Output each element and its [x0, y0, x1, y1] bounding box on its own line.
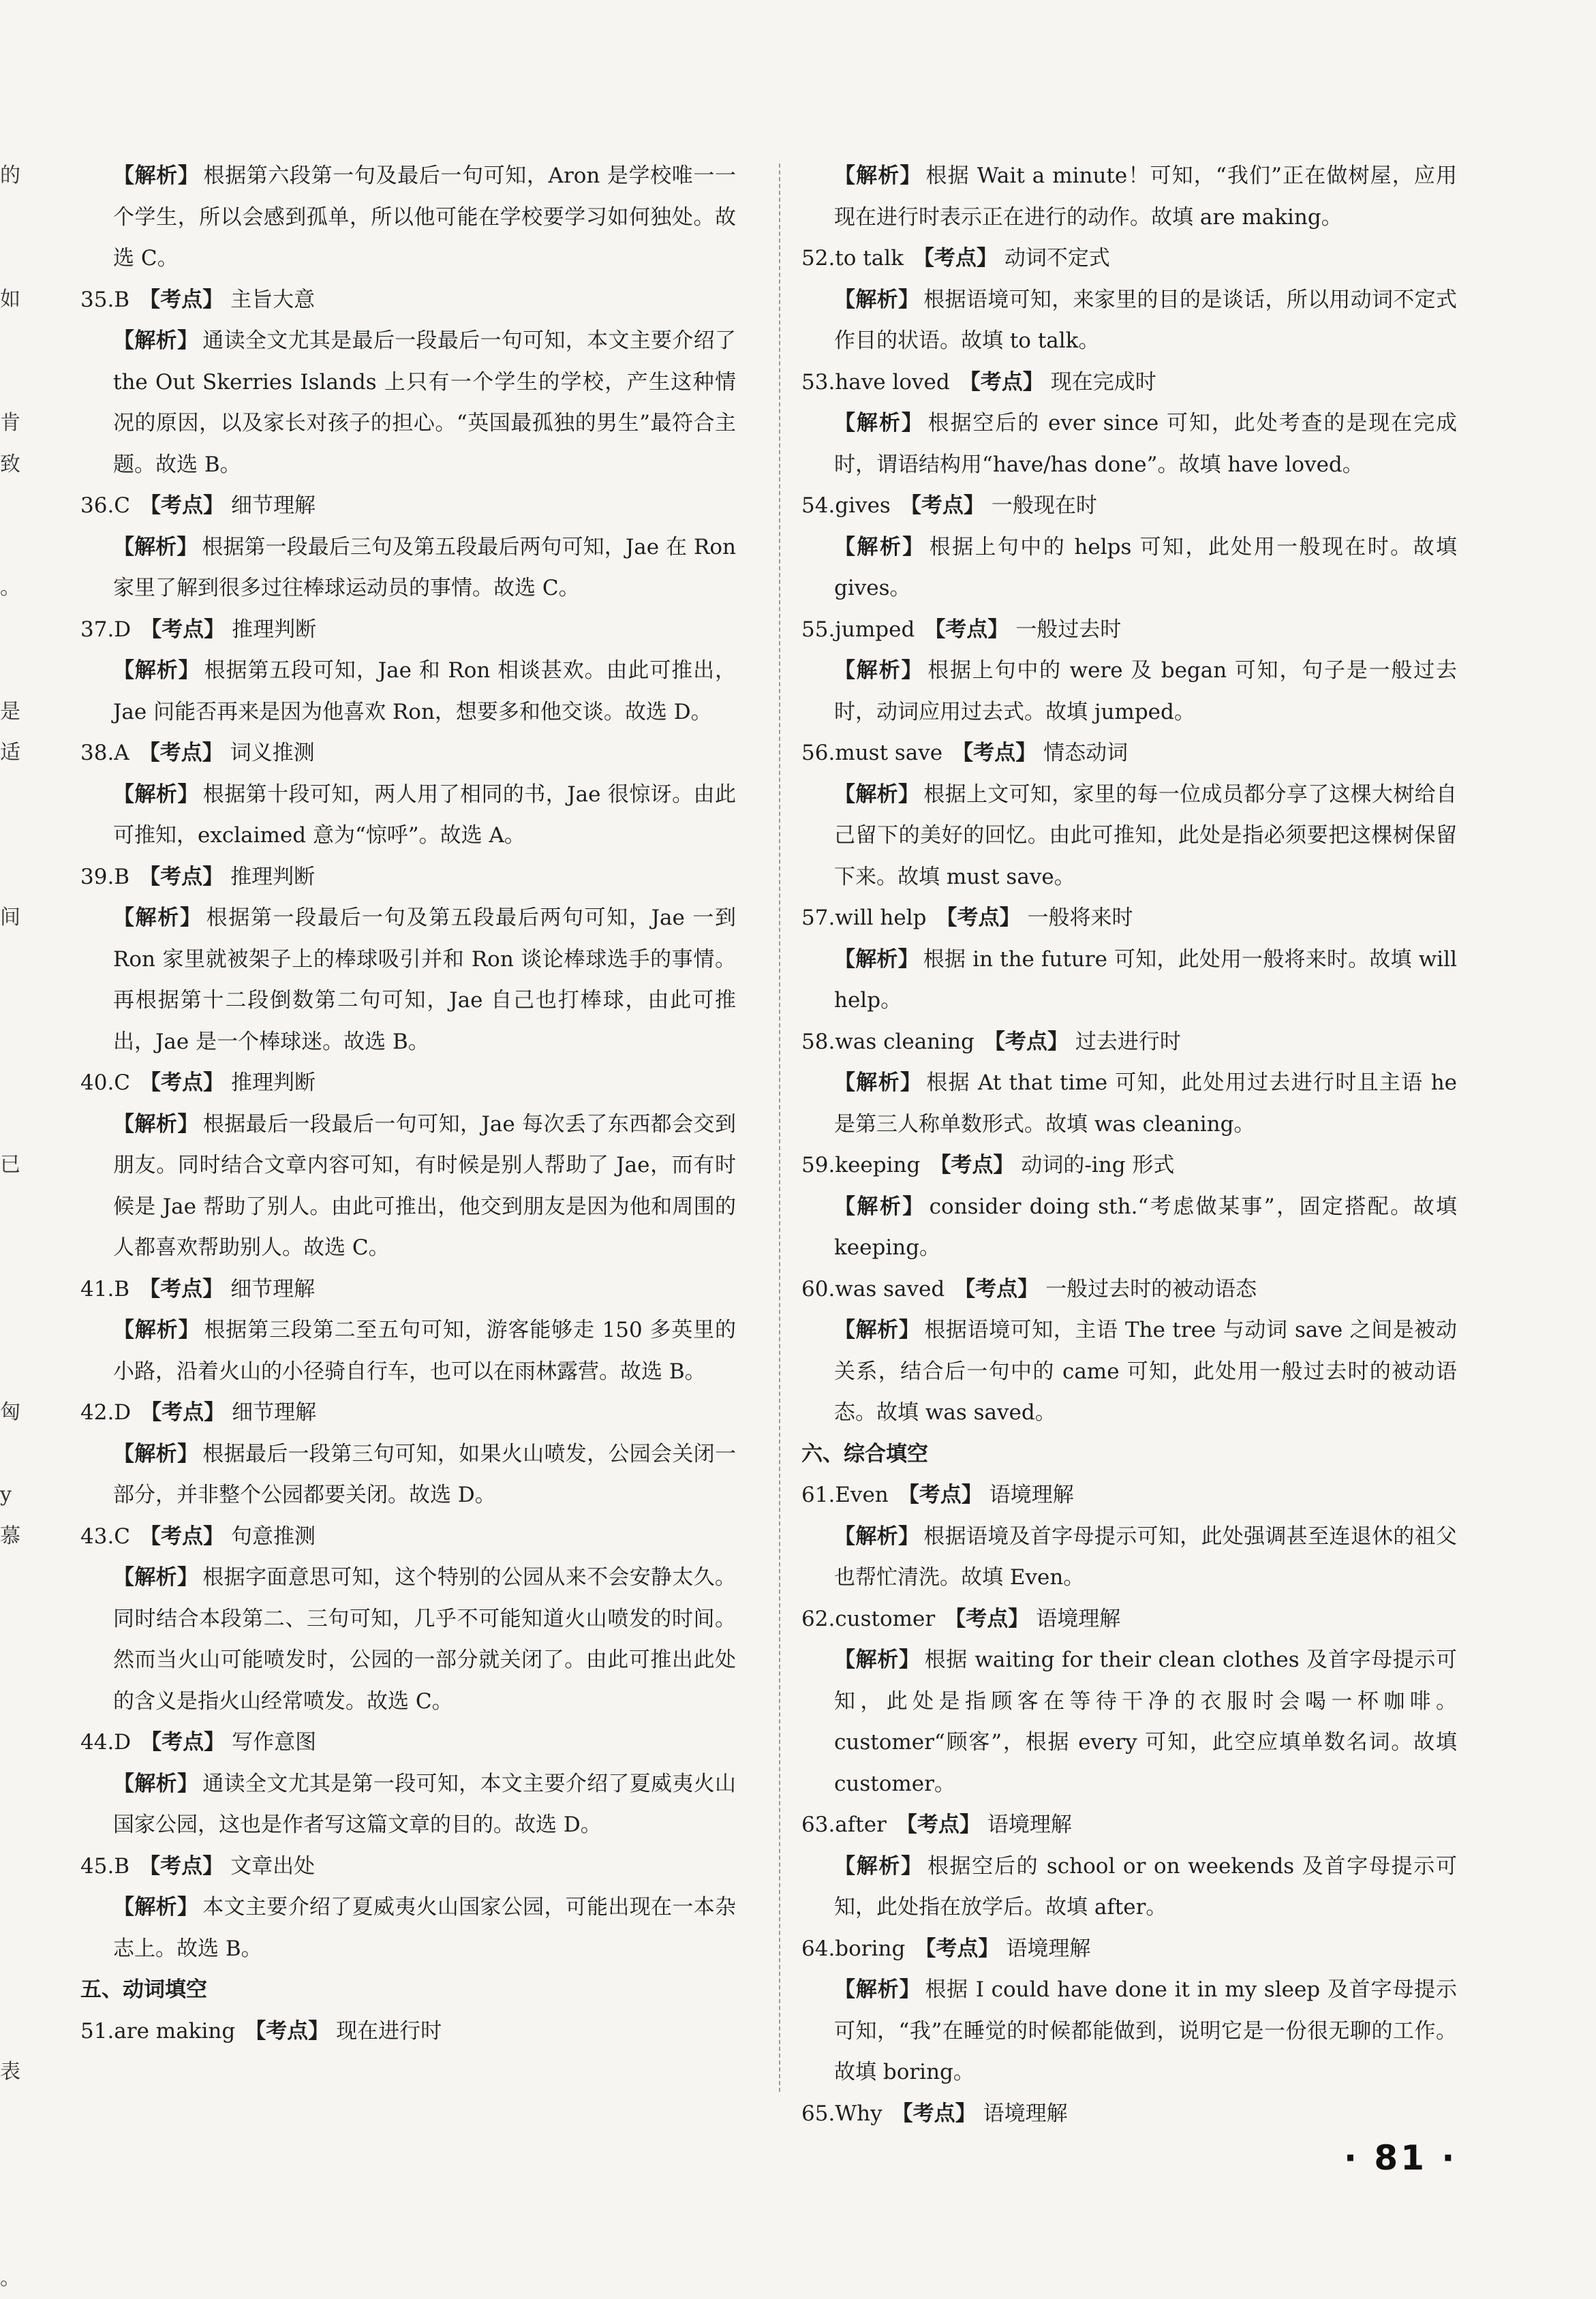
analysis-paragraph — [801, 1516, 1457, 1599]
analysis-text: 根据 At that time 可知，此处用过去进行时且主语 he 是第三人称单数形式。故填 was cleaning。 — [834, 1070, 1457, 1137]
key-point-tag: 【考点】 — [140, 493, 224, 518]
analysis-text: 根据字面意思可知，这个特别的公园从来不会安静太久。同时结合本段第二、三句可知，几乎不可能知道火山喷发的时间。然而当火山可能喷发时，公园的一部分就关闭了。由此可推出此处的含义是指火山经常喷发。故选 C。 — [113, 1565, 736, 1714]
edge-mark: 。 — [0, 2258, 16, 2299]
answer-number: 51.are making — [80, 2019, 235, 2043]
analysis-tag: 【解析】 — [834, 1854, 923, 1879]
analysis-paragraph — [80, 1310, 736, 1392]
edge-mark — [0, 1599, 16, 1640]
edge-mark: 适 — [0, 732, 16, 774]
analysis-text: 根据第一段最后一句及第五段最后两句可知，Jae 一到 Ron 家里就被架子上的棒球吸引并和 Ron 谈论棒球选手的事情。再根据第十二段倒数第二句可知，Jae 自己也打棒球，由此可推出，Jae 是一个棒球迷。故选 B。 — [113, 906, 736, 1054]
analysis-tag: 【解析】 — [113, 1442, 198, 1466]
edge-mark: 。 — [0, 568, 16, 609]
column-divider — [779, 164, 780, 2092]
analysis-tag: 【解析】 — [113, 1318, 200, 1342]
edge-mark — [0, 1722, 16, 1763]
analysis-paragraph — [801, 527, 1457, 609]
answer-number: 44.D — [80, 1730, 131, 1755]
edge-mark — [0, 197, 16, 238]
analysis-paragraph — [80, 897, 736, 1062]
question-header — [80, 1269, 736, 1310]
analysis-text: 根据 waiting for their clean clothes 及首字母提示可知，此处是指顾客在等待干净的衣服时会喝一杯咖啡。customer“顾客”，根据 every 可知，此空应填单数名词。故填 customer。 — [834, 1648, 1457, 1796]
key-point-tag: 【考点】 — [896, 1812, 981, 1837]
key-point-tag: 【考点】 — [892, 2101, 977, 2126]
analysis-tag: 【解析】 — [834, 288, 919, 312]
analysis-tag: 【解析】 — [113, 1772, 198, 1796]
key-point-topic: 语境理解 — [983, 2101, 1068, 2126]
analysis-paragraph — [801, 279, 1457, 362]
analysis-tag: 【解析】 — [113, 1112, 199, 1137]
analysis-paragraph — [80, 320, 736, 485]
key-point-topic: 词义推测 — [230, 741, 315, 765]
analysis-paragraph — [801, 403, 1457, 485]
question-header — [801, 1599, 1457, 1640]
edge-mark — [0, 2176, 16, 2217]
key-point-topic: 细节理解 — [231, 493, 316, 518]
analysis-tag: 【解析】 — [834, 1070, 922, 1095]
section-heading: 五、动词填空 — [80, 1969, 736, 2011]
analysis-text: 根据空后的 ever since 可知，此处考查的是现在完成时，谓语结构用“have/has done”。故填 have loved。 — [834, 411, 1457, 477]
question-header — [80, 1722, 736, 1763]
answer-number: 63.after — [801, 1812, 887, 1837]
key-point-topic: 一般现在时 — [992, 493, 1097, 518]
key-point-tag: 【考点】 — [139, 865, 224, 889]
key-point-topic: 现在完成时 — [1051, 370, 1156, 395]
edge-mark — [0, 1434, 16, 1475]
edge-mark — [0, 1021, 16, 1063]
analysis-text: 根据第十段可知，两人用了相同的书，Jae 很惊讶。由此可推知，exclaimed 意为“惊呼”。故选 A。 — [113, 782, 736, 848]
answer-number: 56.must save — [801, 741, 942, 765]
key-point-topic: 推理判断 — [232, 617, 316, 642]
analysis-text: 根据语境及首字母提示可知，此处强调甚至连退休的祖父也帮忙清洗。故填 Even。 — [834, 1524, 1457, 1590]
edge-mark — [0, 1310, 16, 1351]
answer-number: 55.jumped — [801, 617, 915, 642]
analysis-text: 根据最后一段最后一句可知，Jae 每次丢了东西都会交到朋友。同时结合文章内容可知，有时候是别人帮助了 Jae，而有时候是 Jae 帮助了别人。由此可推出，他交到朋友是因为他和周围的人都喜欢帮助别人。故选 C。 — [113, 1112, 736, 1261]
answer-number: 45.B — [80, 1854, 129, 1879]
question-header — [80, 1062, 736, 1104]
question-header — [80, 485, 736, 527]
key-point-tag: 【考点】 — [139, 1854, 224, 1879]
analysis-text: 根据第五段可知，Jae 和 Ron 相谈甚欢。由此可推出，Jae 问能否再来是因为他喜欢 Ron，想要多和他交谈。故选 D。 — [113, 658, 736, 724]
question-header — [801, 238, 1457, 279]
edge-mark — [0, 2134, 16, 2176]
edge-mark: 致 — [0, 444, 16, 486]
question-header — [801, 485, 1457, 527]
edge-mark — [0, 1928, 16, 1970]
analysis-paragraph — [80, 527, 736, 609]
analysis-tag: 【解析】 — [113, 328, 198, 353]
key-point-topic: 细节理解 — [230, 1277, 315, 1301]
analysis-text: 本文主要介绍了夏威夷火山国家公园，可能出现在一本杂志上。故选 B。 — [113, 1895, 736, 1961]
analysis-paragraph — [80, 1557, 736, 1722]
edge-mark — [0, 650, 16, 692]
analysis-text: 根据空后的 school or on weekends 及首字母提示可知，此处指在放学后。故填 after。 — [834, 1854, 1457, 1920]
analysis-paragraph — [80, 650, 736, 732]
edge-mark: 如 — [0, 279, 16, 321]
question-header — [801, 732, 1457, 774]
key-point-tag: 【考点】 — [139, 741, 224, 765]
question-header — [801, 1145, 1457, 1186]
edge-mark: 已 — [0, 1145, 16, 1186]
edge-mark — [0, 527, 16, 568]
key-point-topic: 句意推测 — [231, 1524, 316, 1549]
key-point-topic: 细节理解 — [232, 1400, 316, 1425]
analysis-text: 根据语境可知，主语 The tree 与动词 save 之间是被动关系，结合后一句中的 came 可知，此处用一般过去时的被动语态。故填 was saved。 — [834, 1318, 1457, 1425]
answer-number: 59.keeping — [801, 1153, 920, 1177]
analysis-tag: 【解析】 — [113, 782, 199, 807]
answer-number: 40.C — [80, 1070, 130, 1095]
analysis-paragraph — [80, 1887, 736, 1969]
edge-mark: 是 — [0, 692, 16, 733]
key-point-tag: 【考点】 — [960, 370, 1044, 395]
edge-mark: 匈 — [0, 1392, 16, 1434]
question-header — [801, 609, 1457, 651]
analysis-paragraph — [801, 1846, 1457, 1928]
question-header — [801, 1269, 1457, 1310]
question-header — [801, 1928, 1457, 1970]
question-header — [80, 1846, 736, 1887]
key-point-tag: 【考点】 — [930, 1153, 1014, 1177]
edge-mark — [0, 1227, 16, 1269]
answer-number: 42.D — [80, 1400, 131, 1425]
answer-number: 57.will help — [801, 906, 927, 930]
edge-mark — [0, 1846, 16, 1887]
key-point-tag: 【考点】 — [140, 1524, 224, 1549]
edge-mark — [0, 238, 16, 279]
answer-number: 35.B — [80, 288, 129, 312]
analysis-text: 根据上句中的 were 及 began 可知，句子是一般过去时，动词应用过去式。故填 jumped。 — [834, 658, 1457, 724]
key-point-topic: 推理判断 — [230, 865, 315, 889]
key-point-topic: 现在进行时 — [336, 2019, 442, 2043]
answer-number: 43.C — [80, 1524, 130, 1549]
analysis-text: 根据第一段最后三句及第五段最后两句可知，Jae 在 Ron 家里了解到很多过往棒球运动员的事情。故选 C。 — [113, 535, 736, 601]
analysis-tag: 【解析】 — [834, 1318, 920, 1342]
question-header — [80, 1516, 736, 1558]
key-point-topic: 语境理解 — [989, 1483, 1074, 1507]
analysis-text: 根据上句中的 helps 可知，此处用一般现在时。故填 gives。 — [834, 535, 1457, 601]
analysis-text: 根据第三段第二至五句可知，游客能够走 150 多英里的小路，沿着火山的小径骑自行车，也可以在雨林露营。故选 B。 — [113, 1318, 736, 1384]
answer-number: 53.have loved — [801, 370, 950, 395]
question-header — [801, 1804, 1457, 1846]
analysis-text: 根据语境可知，来家里的目的是谈话，所以用动词不定式作目的状语。故填 to talk。 — [834, 288, 1457, 354]
key-point-tag: 【考点】 — [952, 741, 1037, 765]
edge-mark: y — [0, 1475, 16, 1516]
edge-mark — [0, 320, 16, 362]
question-header — [80, 732, 736, 774]
key-point-tag: 【考点】 — [245, 2019, 329, 2043]
edge-mark — [0, 939, 16, 981]
key-point-tag: 【考点】 — [936, 906, 1021, 930]
key-point-tag: 【考点】 — [140, 1400, 225, 1425]
analysis-text: 根据 Wait a minute！可知，“我们”正在做树屋，应用现在进行时表示正在进行的动作。故填 are making。 — [834, 164, 1457, 230]
analysis-paragraph — [80, 1104, 736, 1269]
edge-mark — [0, 1186, 16, 1228]
analysis-paragraph — [801, 1062, 1457, 1145]
question-header — [801, 1021, 1457, 1063]
analysis-paragraph — [801, 650, 1457, 732]
answer-number: 64.boring — [801, 1937, 905, 1961]
analysis-tag: 【解析】 — [834, 535, 925, 559]
analysis-text: 根据 I could have done it in my sleep 及首字母提示可知，“我”在睡觉的时候都能做到，说明它是一份很无聊的工作。故填 boring。 — [834, 1977, 1457, 2084]
answer-number: 52.to talk — [801, 246, 904, 271]
key-point-tag: 【考点】 — [898, 1483, 983, 1507]
question-header — [80, 279, 736, 321]
question-header — [801, 1475, 1457, 1516]
analysis-tag: 【解析】 — [834, 411, 924, 435]
analysis-text: 根据第六段第一句及最后一句可知，Aron 是学校唯一一个学生，所以会感到孤单，所以他可能在学校要学习如何独处。故选 C。 — [113, 164, 736, 271]
answer-number: 41.B — [80, 1277, 129, 1301]
edge-mark — [0, 980, 16, 1021]
question-header — [80, 2011, 736, 2052]
analysis-tag: 【解析】 — [834, 164, 922, 188]
edge-mark — [0, 1887, 16, 1928]
edge-mark — [0, 1351, 16, 1393]
key-point-topic: 一般过去时的被动语态 — [1045, 1277, 1257, 1301]
key-point-topic: 情态动词 — [1043, 741, 1128, 765]
edge-mark — [0, 2093, 16, 2135]
key-point-topic: 语境理解 — [1006, 1937, 1090, 1961]
edge-mark — [0, 1062, 16, 1104]
key-point-tag: 【考点】 — [924, 617, 1009, 642]
key-point-tag: 【考点】 — [915, 1937, 999, 1961]
analysis-tag: 【解析】 — [834, 782, 919, 807]
page-number: · 81 · — [1344, 2138, 1457, 2178]
analysis-paragraph — [801, 1969, 1457, 2093]
key-point-tag: 【考点】 — [984, 1030, 1069, 1054]
left-edge-bleed-marks — [0, 155, 16, 2299]
answer-number: 37.D — [80, 617, 131, 642]
question-header — [80, 1392, 736, 1434]
analysis-text: consider doing sth.“考虑做某事”，固定搭配。故填 keeping。 — [834, 1194, 1457, 1261]
key-point-topic: 文章出处 — [230, 1854, 315, 1879]
key-point-tag: 【考点】 — [139, 288, 224, 312]
section-heading: 六、综合填空 — [801, 1434, 1457, 1475]
edge-mark — [0, 485, 16, 527]
analysis-tag: 【解析】 — [834, 1194, 925, 1219]
analysis-text: 通读全文尤其是第一段可知，本文主要介绍了夏威夷火山国家公园，这也是作者写这篇文章的目的。故选 D。 — [113, 1772, 736, 1838]
answer-number: 39.B — [80, 865, 129, 889]
edge-mark — [0, 1639, 16, 1681]
key-point-topic: 语境理解 — [1036, 1607, 1120, 1631]
analysis-paragraph — [801, 1639, 1457, 1804]
edge-mark: 肯 — [0, 403, 16, 444]
key-point-tag: 【考点】 — [900, 493, 985, 518]
question-header — [801, 897, 1457, 939]
edge-mark — [0, 1763, 16, 1805]
edge-mark — [0, 774, 16, 816]
key-point-tag: 【考点】 — [954, 1277, 1039, 1301]
answer-number: 54.gives — [801, 493, 891, 518]
edge-mark: 的 — [0, 155, 16, 197]
key-point-topic: 动词的-ing 形式 — [1021, 1153, 1174, 1177]
edge-mark — [0, 1104, 16, 1145]
analysis-tag: 【解析】 — [834, 658, 923, 683]
key-point-tag: 【考点】 — [913, 246, 998, 271]
answer-number: 65.Why — [801, 2101, 883, 2126]
right-column — [801, 155, 1457, 2134]
analysis-tag: 【解析】 — [113, 1565, 198, 1590]
edge-mark — [0, 1681, 16, 1723]
answer-number: 38.A — [80, 741, 129, 765]
key-point-tag: 【考点】 — [140, 1730, 225, 1755]
analysis-tag: 【解析】 — [113, 658, 200, 683]
answer-number: 60.was saved — [801, 1277, 945, 1301]
edge-mark — [0, 1557, 16, 1599]
key-point-topic: 写作意图 — [232, 1730, 316, 1755]
analysis-tag: 【解析】 — [113, 1895, 198, 1919]
edge-mark: 慕 — [0, 1516, 16, 1558]
left-column — [80, 155, 736, 2052]
analysis-paragraph — [801, 774, 1457, 898]
question-header — [80, 857, 736, 898]
analysis-paragraph — [801, 939, 1457, 1021]
answer-number: 58.was cleaning — [801, 1030, 975, 1054]
answer-number: 61.Even — [801, 1483, 889, 1507]
key-point-topic: 动词不定式 — [1004, 246, 1110, 271]
analysis-paragraph — [801, 1186, 1457, 1269]
analysis-paragraph — [80, 1434, 736, 1516]
edge-mark — [0, 2011, 16, 2052]
edge-mark: 间 — [0, 897, 16, 939]
answer-number: 62.customer — [801, 1607, 935, 1631]
question-header — [801, 362, 1457, 403]
edge-mark — [0, 2217, 16, 2258]
key-point-topic: 过去进行时 — [1075, 1030, 1181, 1054]
key-point-topic: 推理判断 — [231, 1070, 316, 1095]
question-header — [80, 609, 736, 651]
analysis-tag: 【解析】 — [113, 535, 198, 559]
key-point-topic: 一般过去时 — [1015, 617, 1121, 642]
analysis-tag: 【解析】 — [834, 1524, 919, 1549]
analysis-text: 根据上文可知，家里的每一位成员都分享了这棵大树给自己留下的美好的回忆。由此可推知，此处是指必须要把这棵树保留下来。故填 must save。 — [834, 782, 1457, 889]
analysis-paragraph — [80, 1763, 736, 1846]
edge-mark — [0, 857, 16, 898]
answer-number: 36.C — [80, 493, 130, 518]
key-point-topic: 语境理解 — [987, 1812, 1072, 1837]
analysis-tag: 【解析】 — [834, 1977, 921, 2002]
analysis-text: 根据最后一段第三句可知，如果火山喷发，公园会关闭一部分，并非整个公园都要关闭。故选 D。 — [113, 1442, 736, 1508]
edge-mark — [0, 1804, 16, 1846]
key-point-topic: 一般将来时 — [1028, 906, 1133, 930]
question-header — [801, 2093, 1457, 2135]
analysis-text: 根据 in the future 可知，此处用一般将来时。故填 will help。 — [834, 947, 1457, 1013]
edge-mark — [0, 1969, 16, 2011]
key-point-tag: 【考点】 — [140, 1070, 224, 1095]
analysis-paragraph — [80, 774, 736, 857]
edge-mark — [0, 362, 16, 403]
analysis-paragraph — [801, 1310, 1457, 1434]
analysis-paragraph — [80, 155, 736, 279]
analysis-tag: 【解析】 — [834, 947, 919, 972]
key-point-tag: 【考点】 — [139, 1277, 224, 1301]
edge-mark — [0, 609, 16, 651]
analysis-paragraph — [801, 155, 1457, 238]
analysis-tag: 【解析】 — [113, 164, 200, 188]
edge-mark: 表 — [0, 2052, 16, 2093]
key-point-tag: 【考点】 — [945, 1607, 1029, 1631]
edge-mark — [0, 815, 16, 857]
key-point-topic: 主旨大意 — [230, 288, 315, 312]
edge-mark — [0, 1269, 16, 1310]
analysis-text: 通读全文尤其是最后一段最后一句可知，本文主要介绍了 the Out Skerries Islands 上只有一个学生的学校，产生这种情况的原因，以及家长对孩子的担心。“英国最孤独的男生”最符合主题。故选 B。 — [113, 328, 736, 477]
key-point-tag: 【考点】 — [140, 617, 225, 642]
analysis-tag: 【解析】 — [834, 1648, 921, 1672]
analysis-tag: 【解析】 — [113, 906, 202, 930]
